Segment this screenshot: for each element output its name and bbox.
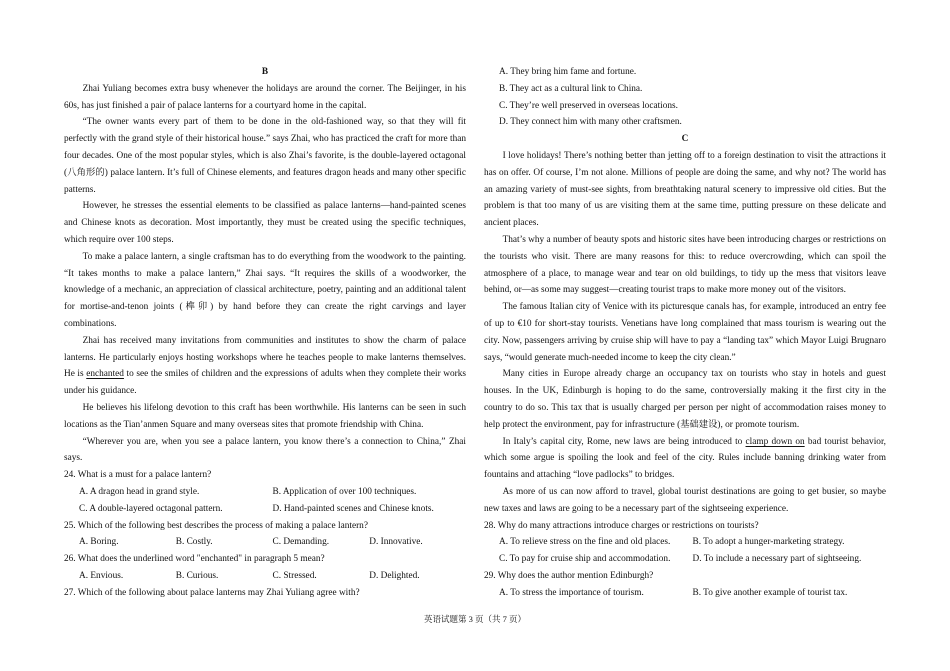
question-stem: 25. Which of the following best describes the process of making a palace lantern? — [64, 520, 368, 531]
paragraph: Many cities in Europe already charge an occupancy tax on tourists who stay in hotels and guest houses. In the UK, Edinburgh is hoping to do the same, controversially making it the first city in the country to do so. This tax that is usually charged per person per night of accommodation raises money to help protect the environment, pay for infrastructure (基础建设), or promote tourism. — [484, 369, 886, 430]
text-run: Zhai has received many invitations from communities and institutes to show the charm of palace lanterns. He particularly enjoys hosting workshops where he teaches people to make lanterns themselves. He is — [64, 335, 466, 380]
paragraph: “Wherever you are, when you see a palace lantern, you know there’s a connection to China,” Zhai says. — [64, 436, 466, 464]
underlined-phrase: clamp down on — [745, 436, 805, 447]
option: B. Application of over 100 techniques. — [272, 486, 417, 497]
question-stem: 24. What is a must for a palace lantern? — [64, 470, 212, 481]
option: D. Hand-painted scenes and Chinese knots. — [272, 503, 434, 514]
paragraph: “The owner wants every part of them to be done in the old-fashioned way, so that they will fit perfectly with the grand style of their historical house.” says Zhai, who has practiced the craft for more than four decades. One of the most popular styles, which is also Zhai’s favorite, is the double-layered octagonal (八角形的) palace lantern. It’s full of Chinese elements, and features dragon heads and many other specific patterns. — [64, 117, 466, 195]
options — [484, 534, 886, 568]
text-run: to see the smiles of children and the expressions of adults when they complete their works under his guidance. — [64, 369, 467, 397]
section-c-title: C — [681, 134, 689, 145]
paragraph: However, he stresses the essential elements to be classified as palace lanterns—hand-painted scenes and Chinese knots as decoration. Most importantly, they must be created using the specific techniques, which require over 100 steps. — [64, 201, 466, 245]
question-stem: 26. What does the underlined word "enchanted" in paragraph 5 mean? — [64, 554, 325, 565]
option: D. Delighted. — [369, 570, 420, 581]
question-stem: 28. Why do many attractions introduce charges or restrictions on tourists? — [484, 520, 759, 531]
option: C. They’re well preserved in overseas locations. — [499, 100, 678, 111]
questions-left — [64, 467, 466, 601]
option: A. To relieve stress on the fine and old places. — [499, 537, 671, 548]
option: D. To include a necessary part of sightseeing. — [692, 554, 862, 565]
paragraph: Zhai Yuliang becomes extra busy whenever the holidays are around the corner. The Beijinger, in his 60s, has just finished a pair of palace lanterns for a courtyard home in the capital. — [64, 83, 466, 111]
options — [64, 484, 466, 518]
option: C. Stressed. — [272, 570, 317, 581]
option: C. A double-layered octagonal pattern. — [79, 503, 223, 514]
question-stem: 27. Which of the following about palace lanterns may Zhai Yuliang agree with? — [64, 587, 360, 598]
option: C. Demanding. — [272, 537, 330, 548]
option: A. They bring him fame and fortune. — [499, 67, 637, 77]
option: C. To pay for cruise ship and accommodation. — [499, 554, 671, 565]
option: D. Innovative. — [369, 537, 423, 548]
option: B. To give another example of tourist tax. — [692, 587, 848, 598]
paragraph — [484, 434, 886, 484]
options — [64, 568, 466, 585]
options — [484, 585, 886, 602]
question-stem: 29. Why does the author mention Edinburgh? — [484, 570, 654, 581]
paragraph: I love holidays! There’s nothing better than jetting off to a foreign destination to visit the attractions it has on offer. Of course, I’m not alone. Millions of people are doing the same, and why not? The world has an amazing variety of must-see sights, from breathtaking natural scenery to impressive old cities. But the problem is that too many of us are visiting them at the same time, putting pressure on these delicate and ancient places. — [484, 150, 886, 229]
option: A. Boring. — [79, 537, 119, 548]
option: B. Costly. — [175, 537, 213, 548]
left-column — [64, 64, 466, 602]
paragraph: He believes his lifelong devotion to this craft has been worthwhile. His lanterns can be seen in such locations as the Tian’anmen Square and many overseas sites that promote friendship with China. — [64, 402, 466, 430]
paragraph — [64, 333, 466, 400]
underlined-word: enchanted — [86, 369, 124, 380]
option: B. To adopt a hunger-marketing strategy. — [692, 537, 845, 548]
questions-right — [484, 518, 886, 602]
option: A. A dragon head in grand style. — [79, 486, 200, 497]
paragraph: As more of us can now afford to travel, global tourist destinations are going to get busier, so maybe new taxes and laws are going to be a necessary part of the sightseeing experience. — [484, 486, 886, 514]
option: A. Envious. — [79, 570, 124, 581]
page-footer: 英语试题第 3 页（共 7 页） — [423, 614, 526, 624]
paragraph: The famous Italian city of Venice with its picturesque canals has, for example, introduced an entry fee of up to €10 for short-stay tourists. Venetians have long complained that mass tourism is wearing out the city. Now, passengers arriving by cruise ship will have to pay a “landing tax” which Mayor Luigi Brugnaro says, “would generate much-needed income to keep the city clean.” — [484, 302, 886, 363]
paragraph: That’s why a number of beauty spots and historic sites have been introducing charges or restrictions on the tourists who visit. There are many reasons for this: to reduce overcrowding, which can spoil the atmosphere of a place, to manage wear and tear on old buildings, to tidy up the mess that visitors leave behind, or—as some may suggest—creating tourist traps to make more money out of the visitors. — [484, 234, 886, 296]
section-b-title: B — [261, 67, 269, 77]
text-run: bad tourist behavior, which some argue is spoiling the look and feel of the city. Rules include banning drinking water from fountains and attaching “love padlocks” to bridges. — [484, 436, 886, 481]
text-run: In Italy’s capital city, Rome, new laws are being introduced to — [502, 436, 746, 447]
options — [64, 534, 466, 551]
option: B. They act as a cultural link to China. — [499, 83, 643, 94]
option: D. They connect him with many other craftsmen. — [499, 117, 682, 128]
right-column — [484, 64, 886, 602]
option: B. Curious. — [175, 570, 219, 581]
option: A. To stress the importance of tourism. — [499, 587, 644, 598]
options — [484, 64, 886, 131]
paragraph: To make a palace lantern, a single craftsman has to do everything from the woodwork to the painting. “It takes months to make a palace lantern,” Zhai says. “It requires the skills of a woodworker, the knowledge of a mechanic, an appreciation of classical architecture, poetry, painting and an additional talent for mortise-and-tenon joints (榫卯) by hand before they can create the right carvings and layer combinations. — [64, 251, 466, 329]
